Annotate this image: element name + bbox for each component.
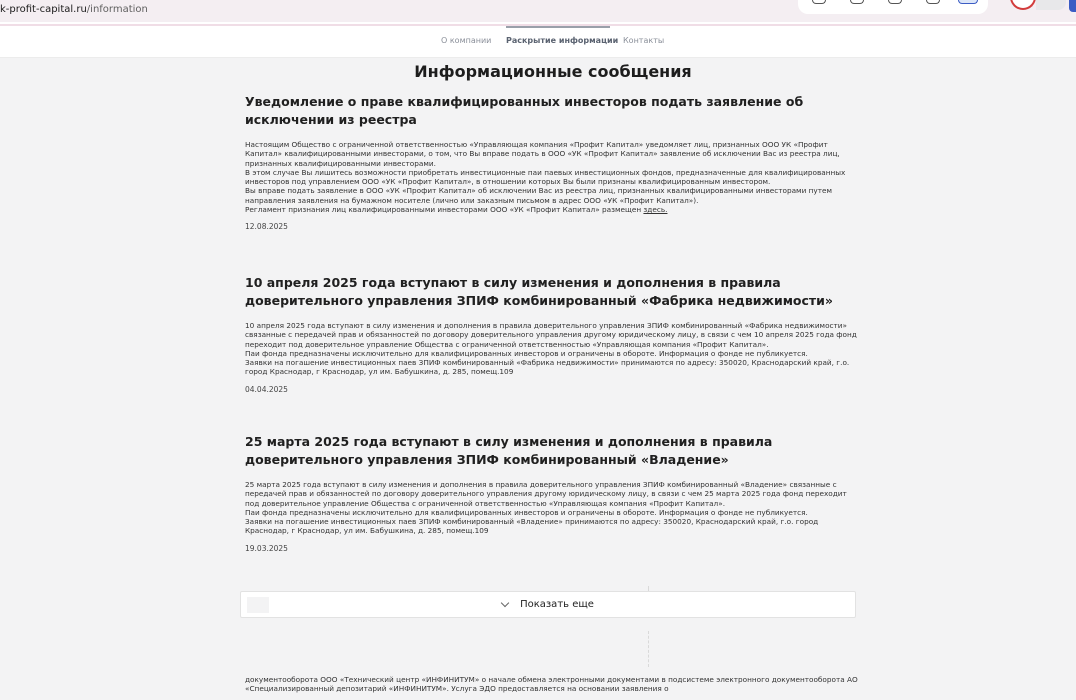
news-date: 12.08.2025 [245, 222, 288, 232]
bookmark-icon[interactable] [888, 0, 902, 4]
news-body-text: 10 апреля 2025 года вступают в силу изменения и дополнения в правила доверительного управления ЗПИФ комбинированный «Фабрика недвижимости» связанные с передачей прав и обязанностей по договору доверительного управления другому юридическому лицу, в связи с чем 10 апреля 2025 года фонд переходит под доверительное управление Общества с ограниченной ответственностью «Управляющая компания «Профит Капитал». Паи фонда предназначены исключительно для квалифицированных инвесторов и ограничены в обороте. Информация о фонде не публикуется. Заявки на погашение инвестиционных паев ЗПИФ комбинированный «Фабрика недвижимости» принимаются по адресу: 350020, Краснодарский край, г.о. город Краснодар, г Краснодар, ул им. Бабушкина, д. 285, помещ.109 [245, 321, 857, 377]
news-date: 19.03.2025 [245, 543, 288, 553]
show-more-container [240, 591, 856, 618]
main-content [0, 58, 1076, 700]
nav-item-disclosure[interactable]: Раскрытие информации [506, 36, 619, 45]
page-title: Информационные сообщения [414, 62, 692, 81]
nav-item-about[interactable]: О компании [441, 36, 492, 45]
news-body [245, 140, 859, 214]
news-item [245, 433, 859, 553]
news-title: Уведомление о праве квалифицированных инвесторов подать заявление об исключении из реестра [245, 94, 804, 127]
show-more-button[interactable] [241, 592, 855, 617]
share-icon[interactable] [926, 0, 940, 4]
browser-address-bar [0, 0, 1076, 22]
news-title: 25 марта 2025 года вступают в силу изменения и дополнения в правила доверительного управления ЗПИФ комбинированный «Владение» [245, 434, 773, 467]
regulation-link[interactable]: здесь. [643, 205, 668, 215]
show-more-label: Показать еще [520, 599, 594, 610]
profile-icon[interactable] [1010, 0, 1036, 10]
nav-item-contacts[interactable]: Контакты [623, 36, 665, 45]
news-title: 10 апреля 2025 года вступают в силу изменения и дополнения в правила доверительного управления ЗПИФ комбинированный «Фабрика недвижимости» [245, 275, 834, 308]
chevron-down-icon [501, 598, 509, 606]
history-icon[interactable] [850, 0, 864, 4]
chat-icon[interactable] [958, 0, 978, 4]
news-date: 04.04.2025 [245, 384, 288, 394]
browser-toolbar [798, 0, 988, 14]
truncated-news-text: документооборота ООО «Технический центр «ИНФИНИТУМ» о начале обмена электронными документами в подсистеме электронного документооборота АО «Специализированный депозитарий «ИНФИНИТУМ». Услуга ЭДО предоставляется на основании заявления о [245, 675, 858, 694]
reader-icon[interactable] [812, 0, 826, 4]
active-tab-indicator [506, 26, 610, 28]
news-body-text: Настоящим Общество с ограниченной ответственностью «Управляющая компания «Профит Капитал» уведомляет лиц, признанных ООО УК «Профит Капитал» квалифицированными инвесторами, о том, что Вы вправе подать в ООО «УК «Профит Капитал» заявление об исключении Вас из реестра лиц, признанных квалифицированными инвесторами. В этом случае Вы лишитесь возможности приобретать инвестиционные паи паевых инвестиционных фондов, предназначенные для квалифицированных инвесторов под управлением ООО «УК «Профит Капитал», в отношении которых Вы были признаны квалифицированным инвестором. Вы вправе подать заявление в ООО «УК «Профит Капитал» об исключении Вас из реестра лиц, признанных квалифицированными инвесторами путем направления заявления на бумажном носителе (лично или заказным письмом в адрес ООО «УК «Профит Капитал»). Регламент признания лиц квалифицированными инвесторами ООО «УК «Профит Капитал» размещен [245, 140, 846, 215]
news-body [245, 321, 859, 377]
divider [648, 631, 649, 667]
news-body [245, 480, 859, 536]
url-host: k-profit-capital.ru [0, 4, 87, 15]
top-nav [0, 22, 1076, 58]
news-item [245, 274, 859, 394]
extensions-area [1036, 0, 1066, 10]
news-body-text: 25 марта 2025 года вступают в силу изменения и дополнения в правила доверительного управления ЗПИФ комбинированный «Владение» связанные с передачей прав и обязанностей по договору доверительного управления другому юридическому лицу, в связи с чем 25 марта 2025 года фонд переходит под доверительное управление Общества с ограниченной ответственностью «Управляющая компания «Профит Капитал». Паи фонда предназначены исключительно для квалифицированных инвесторов и ограничены в обороте. Информация о фонде не публикуется. Заявки на погашение инвестиционных паев ЗПИФ комбинированный «Владение» принимаются по адресу: 350020, Краснодарский край, г.о. город Краснодар, г Краснодар, ул им. Бабушкина, д. 285, помещ.109 [245, 480, 847, 536]
sidebar-toggle-icon[interactable] [1069, 0, 1076, 12]
url-path: /information [86, 4, 148, 15]
url-field[interactable] [0, 4, 148, 15]
news-item [245, 93, 859, 231]
